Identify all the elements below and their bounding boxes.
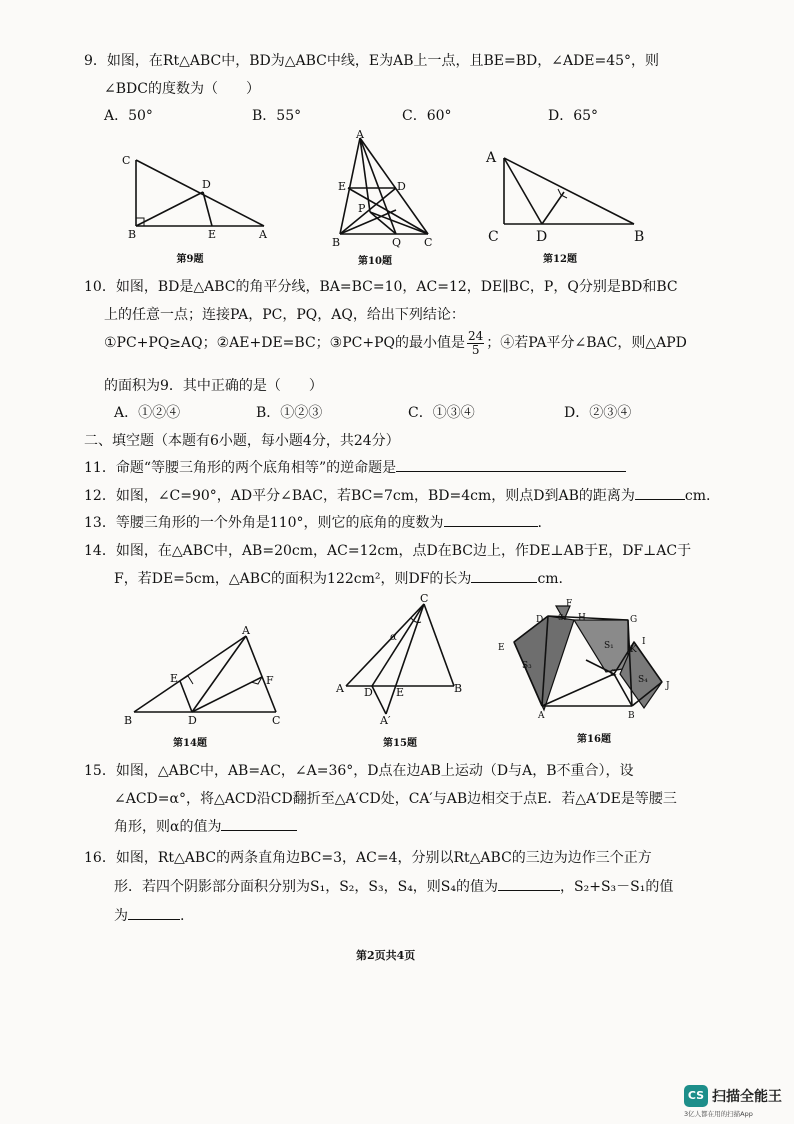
q13 — [84, 512, 542, 532]
q10-option-c: C．①③④ — [408, 405, 475, 421]
scanner-logo — [684, 1085, 788, 1119]
fig14-label-b: B — [124, 714, 133, 727]
fig9-label-e: E — [208, 228, 217, 241]
fig16-label-s1: S₁ — [604, 641, 614, 651]
figure-9 — [120, 150, 280, 240]
fig10-label-d: D — [397, 180, 406, 193]
fig10-label-a: A — [356, 128, 364, 141]
q16-text-c: 为 — [114, 908, 128, 924]
fig14-label-f: F — [266, 674, 274, 687]
fig16-label-c: C — [610, 669, 617, 679]
cs-logo-icon: CS — [684, 1085, 708, 1107]
cs-logo-subtitle: 3亿人都在用的扫描App — [684, 1110, 753, 1118]
q9-option-d: D．65° — [548, 108, 599, 124]
q9-option-b: B．55° — [252, 108, 302, 124]
caption-fig12: 第12题 — [543, 254, 577, 265]
fig16-label-g: G — [630, 615, 638, 625]
q10-line2: 上的任意一点；连接PA，PC，PQ，AQ，给出下列结论： — [104, 307, 465, 323]
q15-line3 — [114, 816, 297, 836]
fig10-label-c: C — [424, 236, 433, 249]
figure-15 — [334, 592, 474, 727]
fig10-label-e: E — [338, 180, 347, 193]
fig12-label-c: C — [488, 229, 499, 245]
q10-line4: 的面积为9．其中正确的是（ ） — [104, 378, 323, 394]
q12 — [84, 485, 710, 505]
caption-fig10: 第10题 — [358, 256, 392, 267]
fig16-label-d: D — [536, 615, 544, 625]
q9-option-c: C．60° — [402, 108, 452, 124]
fig15-label-alpha: α — [390, 632, 397, 643]
fig15-label-c: C — [420, 592, 429, 605]
fig9-label-d: D — [202, 178, 211, 191]
q16-line3 — [114, 905, 184, 925]
fraction-numerator: 24 — [468, 328, 484, 343]
caption-fig9: 第9题 — [176, 254, 204, 265]
q13-text: 13．等腰三角形的一个外角是110°，则它的底角的度数为 — [84, 515, 444, 531]
q12-answer-blank[interactable] — [635, 499, 685, 500]
q12-unit: cm. — [684, 488, 711, 504]
cs-logo-name: 扫描全能王 — [712, 1089, 782, 1105]
page-footer: 第2页共4页 — [356, 949, 416, 962]
q16-line1: 16．如图，Rt△ABC的两条直角边BC=3，AC=4，分别以Rt△ABC的三边为边作三个正方 — [84, 850, 652, 866]
fig14-label-a: A — [242, 624, 250, 637]
fig10-label-q: Q — [392, 236, 402, 249]
fig16-label-f: F — [566, 599, 573, 609]
q12-text: 12．如图，∠C=90°，AD平分∠BAC，若BC=7cm，BD=4cm，则点D到AB的距离为 — [84, 488, 635, 504]
figure-16 — [494, 598, 684, 724]
q14-text: F，若DE=5cm，△ABC的面积为122cm²，则DF的长为 — [114, 571, 472, 587]
q13-answer-blank[interactable] — [444, 526, 538, 527]
q14-answer-blank[interactable] — [471, 582, 537, 583]
q14-unit: cm. — [537, 571, 564, 587]
fig15-label-a: A — [336, 682, 344, 695]
fig15-label-d: D — [364, 686, 373, 699]
q16-answer-blank-1[interactable] — [498, 890, 560, 891]
q14-line2 — [114, 568, 563, 588]
q16-text-a: 形．若四个阴影部分面积分别为S₁，S₂，S₃，S₄，则S₄的值为 — [114, 879, 499, 895]
q15-answer-blank[interactable] — [221, 830, 297, 831]
q10-line3b: ；④若PA平分∠BAC，则△APD — [486, 335, 687, 351]
fig15-label-e: E — [396, 686, 405, 699]
q16-line2 — [114, 876, 673, 896]
fig12-label-d: D — [536, 229, 548, 245]
figure-12 — [484, 148, 654, 244]
fig14-label-e: E — [170, 672, 179, 685]
figure-10 — [330, 130, 440, 250]
fraction-24-5 — [467, 330, 484, 357]
fig12-label-a: A — [486, 150, 497, 166]
q10-option-a: A．①②④ — [114, 405, 181, 421]
q10-line3 — [104, 328, 687, 358]
q10-line1: 10．如图，BD是△ABC的角平分线，BA=BC=10，AC=12，DE∥BC，P，Q分别是BD和BC — [84, 279, 678, 295]
q14-line1: 14．如图，在△ABC中，AB=20cm，AC=12cm，点D在BC边上，作DE⊥AB于E，DF⊥AC于 — [84, 543, 692, 559]
fraction-denominator: 5 — [471, 342, 480, 357]
fig10-label-p: P — [358, 202, 366, 215]
fig9-label-c: C — [122, 154, 131, 167]
fig16-label-e: E — [498, 643, 505, 653]
q11-text: 11．命题“等腰三角形的两个底角相等”的逆命题是 — [84, 460, 397, 476]
fig16-label-s2: S₂ — [558, 613, 567, 622]
q16-text-b: ，S₂+S₃－S₁的值 — [560, 879, 674, 895]
caption-fig15: 第15题 — [383, 738, 417, 749]
q11 — [84, 457, 626, 477]
figure-14 — [120, 620, 300, 730]
q9-option-a: A．50° — [104, 108, 153, 124]
fig10-label-b: B — [332, 236, 341, 249]
caption-fig16: 第16题 — [577, 734, 611, 745]
fig16-label-h: H — [578, 613, 586, 623]
q11-answer-blank[interactable] — [396, 471, 626, 472]
q15-line1: 15．如图，△ABC中，AB=AC，∠A=36°，D点在边AB上运动（D与A，B不重合），设 — [84, 763, 634, 779]
fig16-label-j: J — [666, 681, 670, 691]
fig16-label-s4: S₄ — [638, 675, 648, 685]
fig16-label-b: B — [628, 711, 635, 721]
fig16-label-s3: S₃ — [522, 661, 532, 671]
fig9-label-b: B — [128, 228, 137, 241]
q13-period: . — [537, 515, 542, 531]
fig14-label-c: C — [272, 714, 281, 727]
fig9-label-a: A — [259, 228, 267, 241]
q10-line3a: ①PC+PQ≥AQ；②AE+DE=BC；③PC+PQ的最小值是 — [104, 335, 465, 351]
q15-line2: ∠ACD=α°，将△ACD沿CD翻折至△A′CD处，CA′与AB边相交于点E．若△A′DE是等腰三 — [114, 791, 677, 807]
q16-period: . — [180, 908, 185, 924]
q15-text: 角形，则α的值为 — [114, 819, 222, 835]
fig15-label-b: B — [454, 682, 463, 695]
caption-fig14: 第14题 — [173, 738, 207, 749]
q10-option-d: D．②③④ — [564, 405, 632, 421]
q9-line2: ∠BDC的度数为（ ） — [104, 81, 260, 97]
fig14-label-d: D — [188, 714, 197, 727]
fig12-label-b: B — [634, 229, 645, 245]
fig16-label-i: I — [642, 637, 646, 647]
fig16-label-a: A — [538, 711, 545, 721]
q10-option-b: B．①②③ — [256, 405, 323, 421]
q9-line1: 9．如图，在Rt△ABC中，BD为△ABC中线，E为AB上一点，且BE=BD，∠ADE=45°，则 — [84, 53, 660, 69]
fig15-label-a-prime: A′ — [380, 714, 391, 727]
fig16-label-k: K — [630, 645, 637, 655]
section-title: 二、填空题（本题有6小题，每小题4分，共24分） — [84, 433, 400, 449]
q16-answer-blank-2[interactable] — [128, 919, 180, 920]
